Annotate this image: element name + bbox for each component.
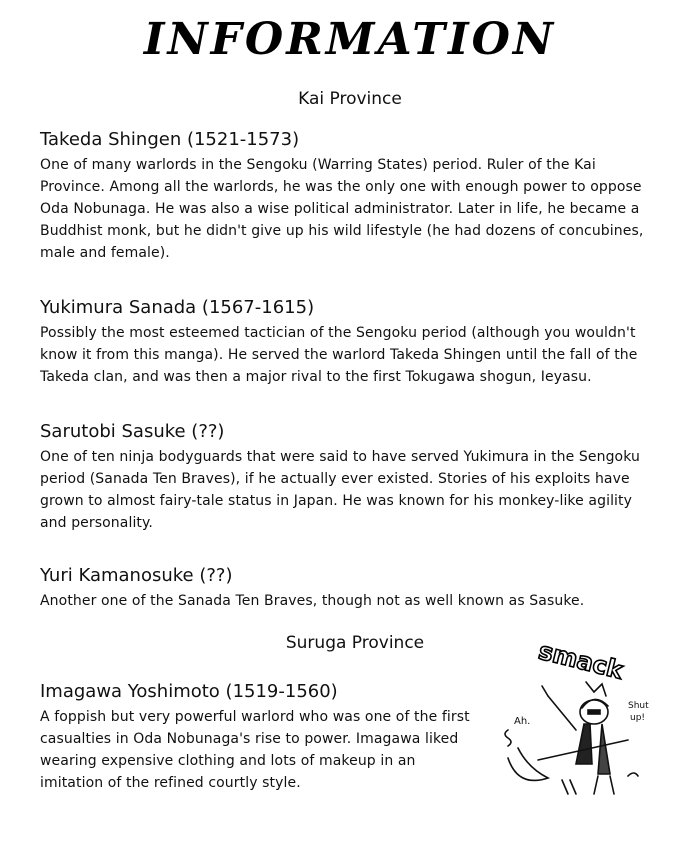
entry-name: Yuri Kamanosuke (??) (40, 565, 233, 586)
speech-shut: Shut (628, 701, 649, 711)
entry-yuri-kamanosuke (40, 564, 584, 612)
province-heading-suruga: Suruga Province (285, 633, 425, 653)
entry-yukimura-sanada (40, 296, 637, 388)
entry-line: know it from this manga). He served the warlord Takeda Shingen until the fall of the (40, 347, 638, 363)
entry-line: and personality. (40, 515, 153, 531)
entry-line: male and female). (40, 245, 170, 261)
entry-line: One of ten ninja bodyguards that were said to have served Yukimura in the Sengoku (40, 449, 640, 465)
province-heading-kai: Kai Province (298, 89, 402, 109)
entry-line: Takeda clan, and was then a major rival to the first Tokugawa shogun, Ieyasu. (40, 369, 592, 385)
entry-name: Imagawa Yoshimoto (1519-1560) (40, 681, 338, 702)
entry-line: grown to almost fairy-tale status in Japan. He was known for his monkey-like agility (40, 493, 633, 509)
entry-takeda-shingen (40, 128, 643, 264)
entry-name: Yukimura Sanada (1567-1615) (40, 297, 315, 318)
entry-line: period (Sanada Ten Braves), if he actually ever existed. Stories of his exploits have (40, 471, 630, 487)
entry-name: Takeda Shingen (1521-1573) (40, 129, 300, 150)
chibi-warrior-illustration (478, 630, 688, 810)
entry-line: Buddhist monk, but he didn't give up his wild lifestyle (he had dozens of concubines, (40, 223, 644, 239)
speech-ah: Ah. (514, 716, 531, 727)
entry-line: casualties in Oda Nobunaga's rise to power. Imagawa liked (40, 731, 459, 747)
entry-line: Oda Nobunaga. He was also a wise political administrator. Later in life, he became a (40, 201, 640, 217)
speech-up: up! (630, 713, 646, 723)
entry-sarutobi-sasuke (40, 420, 640, 534)
entry-line: Possibly the most esteemed tactician of the Sengoku period (although you wouldn't (40, 325, 636, 341)
entry-name: Sarutobi Sasuke (??) (40, 421, 225, 442)
entry-line: imitation of the refined courtly style. (40, 775, 301, 791)
entry-line: A foppish but very powerful warlord who was one of the first (40, 709, 470, 725)
smack-sfx (536, 637, 627, 685)
entry-line: Province. Among all the warlords, he was the only one with enough power to oppose (40, 179, 642, 195)
entry-line: wearing expensive clothing and lots of makeup in an (40, 753, 416, 769)
sfx-text: smack (535, 636, 626, 685)
warrior-figure (505, 682, 638, 794)
entry-line: Another one of the Sanada Ten Braves, though not as well known as Sasuke. (40, 593, 585, 609)
page-title: INFORMATION (143, 14, 557, 65)
entry-imagawa-yoshimoto (40, 680, 470, 794)
entry-line: One of many warlords in the Sengoku (Warring States) period. Ruler of the Kai (40, 157, 596, 173)
